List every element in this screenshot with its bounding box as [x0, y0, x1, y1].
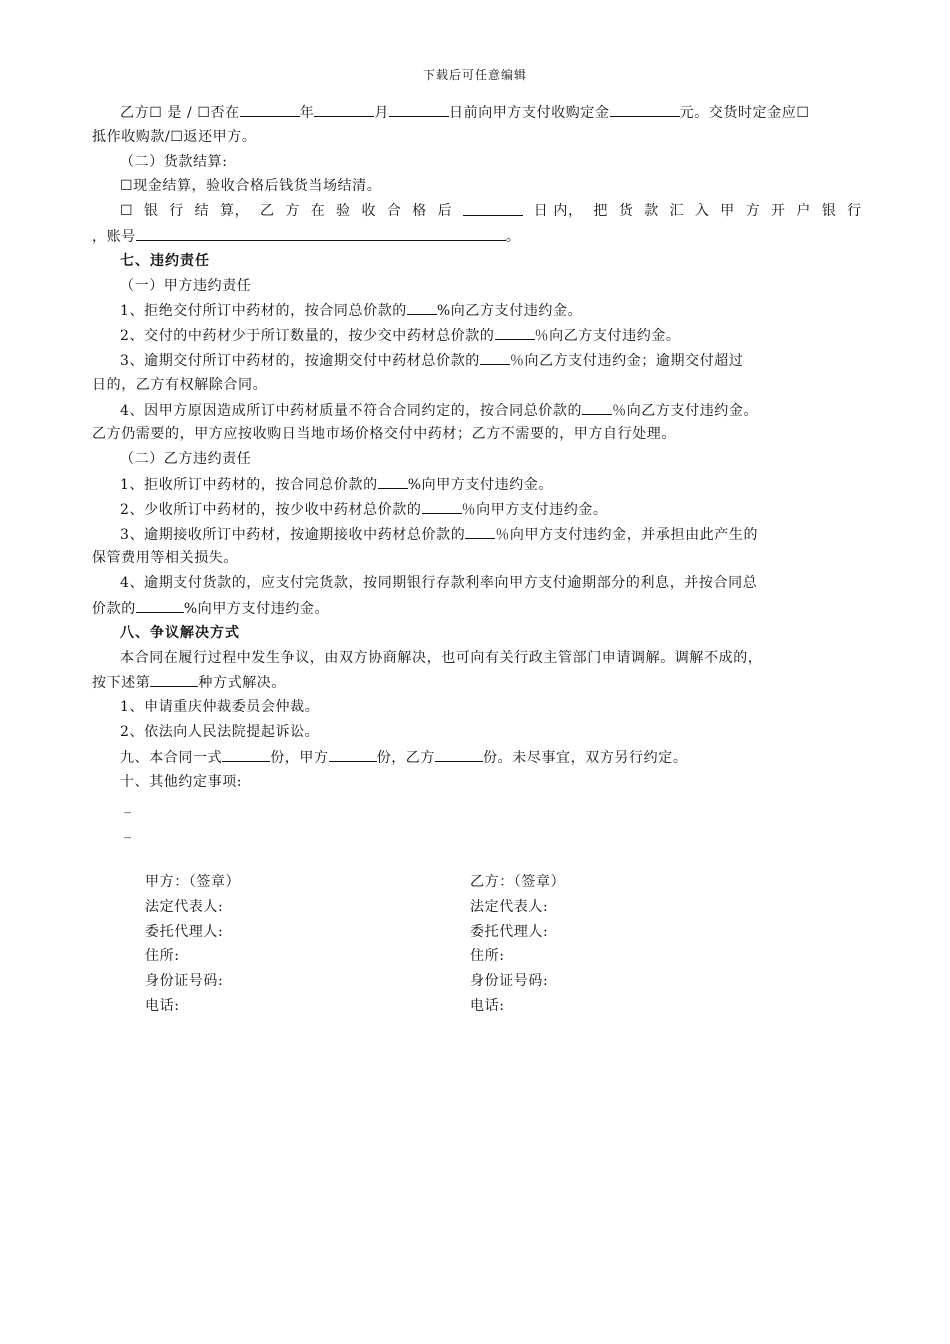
clause-a3-line2: 日的，乙方有权解除合同。: [92, 376, 268, 393]
bank-char: 货: [618, 203, 634, 220]
clause-text: %向乙方支付违约金。: [436, 303, 583, 320]
clause-text: 九、本合同一式: [120, 749, 223, 766]
clause-text: ％向乙方支付违约金；逾期交付超过: [509, 352, 744, 369]
blank-copies-total[interactable]: [222, 745, 270, 762]
clause-b3-line2: 保管费用等相关损失。: [92, 550, 238, 567]
clause-text: 份。未尽事宜，双方另行约定。: [483, 749, 688, 766]
party-b-seal: 乙方：（签章）: [470, 874, 566, 890]
dispute-option-2: 2、依法向人民法院提起诉讼。: [120, 723, 320, 740]
section-7-2-title: （二）乙方违约责任: [120, 451, 252, 468]
deposit-text-a: 乙方☐ 是 / ☐否在: [120, 105, 240, 121]
clause-text: ％向甲方支付违约金。: [461, 501, 608, 518]
bank-settlement: [92, 199, 862, 224]
blank-percent[interactable]: [378, 472, 408, 489]
section-7-1-title: （一）甲方违约责任: [120, 277, 252, 294]
clause-text: %向甲方支付违约金。: [183, 600, 330, 617]
month-label: 月: [374, 105, 389, 121]
clause-text: 3、逾期交付所订中药材的，按逾期交付中药材总价款的: [120, 352, 480, 369]
blank-month[interactable]: [314, 100, 374, 117]
other-terms-line-2[interactable]: _: [124, 823, 131, 840]
deposit-text-d: 元。交货时定金应☐: [679, 105, 810, 121]
blank-bank-days[interactable]: [463, 199, 523, 216]
clause-text: 1、拒绝交付所订中药材的，按合同总价款的: [120, 303, 407, 320]
bank-char: 格: [412, 203, 427, 220]
dispute-option-1: 1、申请重庆仲裁委员会仲裁。: [120, 699, 320, 716]
clause-a2: [92, 323, 862, 348]
bank-account-line: [92, 224, 862, 249]
bank-char: 结: [194, 203, 210, 220]
clause-a3: [92, 348, 862, 373]
party-b-legal-rep: 法定代表人:: [470, 898, 549, 915]
blank-percent[interactable]: [422, 497, 462, 514]
contract-body: [92, 100, 862, 844]
party-a-legal-rep: 法定代表人:: [145, 898, 224, 915]
blank-account-number[interactable]: [136, 224, 506, 241]
account-label: ，账号: [92, 228, 136, 245]
blank-percent[interactable]: [465, 522, 495, 539]
section-7-title: 七、违约责任: [120, 252, 210, 269]
bank-char: 算，: [220, 203, 250, 220]
bank-char: 银: [143, 203, 159, 220]
clause-text: ％向乙方支付违约金。: [612, 402, 759, 419]
bank-char: 方: [745, 203, 761, 220]
clause-text: 按下述第: [92, 675, 151, 692]
blank-year[interactable]: [240, 100, 300, 117]
clause-a1: [92, 298, 862, 323]
clause-b2: [92, 497, 862, 522]
bank-char: 入: [694, 203, 710, 220]
clause-text: 4、因甲方原因造成所订中药材质量不符合合同约定的，按合同总价款的: [120, 402, 583, 419]
clause-text: 1、拒收所订中药材的，按合同总价款的: [120, 476, 378, 493]
blank-deposit-amount[interactable]: [610, 100, 680, 117]
deposit-text-c: 日前向甲方支付收购定金: [449, 105, 610, 121]
clause-b1: [92, 472, 862, 497]
bank-char: 乙: [260, 203, 275, 220]
blank-percent[interactable]: [136, 596, 184, 613]
blank-copies-party-a[interactable]: [329, 745, 377, 762]
bank-char: ☐: [120, 203, 134, 220]
bank-mid: 日 内，: [533, 203, 583, 220]
party-a-seal: 甲方：（签章）: [145, 874, 241, 890]
clause-text: ％向乙方支付违约金。: [534, 328, 681, 345]
bank-char: 验: [336, 203, 351, 220]
clause-text: ％向甲方支付违约金，并承担由此产生的: [495, 526, 759, 543]
blank-method-number[interactable]: [150, 670, 198, 687]
bank-char: 汇: [669, 203, 685, 220]
bank-char: 款: [644, 203, 659, 220]
clause-text: 份，乙方: [376, 749, 436, 766]
clause-b4-line2: [92, 596, 862, 621]
section-10: 十、其他约定事项:: [120, 773, 243, 790]
party-a-address: 住所:: [145, 948, 180, 965]
clause-text: %向甲方支付违约金。: [407, 476, 554, 493]
blank-percent[interactable]: [480, 348, 510, 365]
deposit-clause: [92, 100, 862, 125]
bank-char: 行: [169, 203, 184, 220]
dispute-clause: 本合同在履行过程中发生争议，由双方协商解决，也可向有关行政主管部门申请调解。调解不成的，: [120, 649, 763, 666]
clause-text: 价款的: [92, 600, 136, 617]
bank-char: 银: [821, 203, 837, 220]
page-header: 下载后可任意编辑: [422, 68, 527, 82]
bank-char: 把: [593, 203, 609, 220]
bank-char: 户: [796, 203, 812, 220]
account-end: 。: [505, 228, 521, 245]
party-b-id-number: 身份证号码:: [470, 973, 549, 990]
bank-char: 行: [847, 203, 862, 220]
clause-a4-line2: 乙方仍需要的，甲方应按收购日当地市场价格交付中药材；乙方不需要的，甲方自行处理。: [92, 426, 676, 443]
clause-text: 3、逾期接收所订中药材，按逾期接收中药材总价款的: [120, 526, 466, 543]
section-9: [92, 745, 862, 770]
clause-text: 份，甲方: [270, 749, 329, 766]
bank-char: 收: [361, 203, 377, 220]
clause-text: 种方式解决。: [198, 675, 287, 692]
blank-percent[interactable]: [582, 398, 612, 415]
party-a-agent: 委托代理人:: [145, 923, 224, 940]
signature-block: [145, 870, 745, 1019]
other-terms-line-1[interactable]: _: [124, 798, 131, 815]
bank-char: 方: [285, 203, 300, 220]
year-label: 年: [299, 105, 315, 121]
party-b-phone: 电话:: [470, 997, 505, 1014]
bank-char: 开: [771, 203, 786, 220]
clause-text: 2、少收所订中药材的，按少收中药材总价款的: [120, 501, 422, 518]
blank-percent[interactable]: [407, 298, 437, 315]
clause-a4: [92, 398, 862, 423]
party-b-address: 住所:: [470, 948, 505, 965]
party-a-id-number: 身份证号码:: [145, 973, 224, 990]
blank-percent[interactable]: [495, 323, 535, 340]
dispute-clause-line2: [92, 670, 862, 695]
bank-char: 合: [386, 203, 402, 220]
clause-text: 2、交付的中药材少于所订数量的，按少交中药材总价款的: [120, 328, 495, 345]
section-2-title: （二）货款结算:: [120, 153, 228, 170]
bank-char: 在: [310, 203, 326, 220]
party-a-phone: 电话:: [145, 997, 180, 1014]
clause-b3: [92, 522, 862, 547]
blank-copies-party-b[interactable]: [435, 745, 483, 762]
blank-day[interactable]: [389, 100, 449, 117]
section-8-title: 八、争议解决方式: [120, 624, 240, 641]
clause-b4: 4、逾期支付货款的，应支付完货款，按同期银行存款利率向甲方支付逾期部分的利息，并按合同总: [120, 575, 758, 592]
bank-char: 甲: [720, 203, 735, 220]
deposit-clause-line2: 抵作收购款/☐返还甲方。: [92, 128, 257, 145]
bank-char: 后: [437, 203, 453, 220]
party-b-agent: 委托代理人:: [470, 923, 549, 940]
cash-settlement: ☐现金结算，验收合格后钱货当场结清。: [120, 178, 382, 195]
